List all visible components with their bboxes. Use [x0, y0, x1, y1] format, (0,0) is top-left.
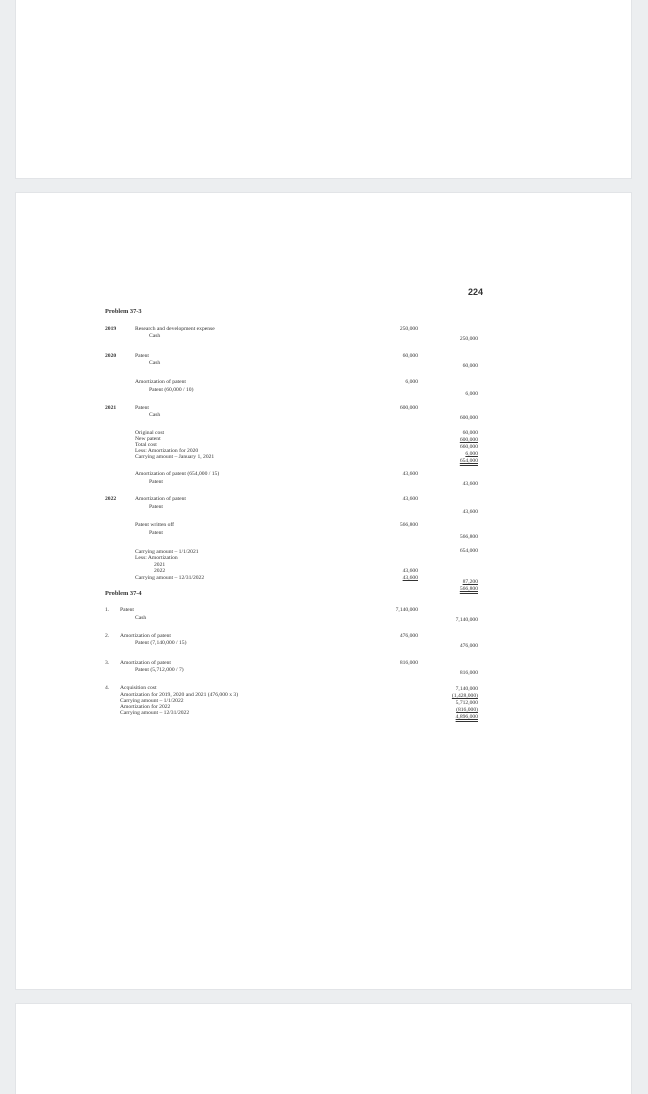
calc-label: 2022	[154, 568, 166, 574]
calc-amount: 43,600	[402, 568, 418, 574]
calc-amount: 654,000	[459, 548, 478, 554]
calc-label: 2021	[154, 562, 166, 568]
calc-label: Amortization for 2019, 2020 and 2021 (476,000 x 3)	[120, 692, 239, 698]
previous-page	[16, 0, 631, 178]
calc-amount: 60,000	[462, 430, 478, 436]
credit-amount: 43,600	[462, 481, 478, 487]
debit-amount: 816,000	[399, 660, 418, 666]
credit-account: Patent	[149, 530, 163, 536]
calc-label: Acquisition cost	[120, 685, 157, 691]
calc-label: Carrying amount – 12/31/2022	[120, 710, 190, 716]
credit-account: Patent (60,000 / 10)	[149, 387, 194, 393]
calc-label: Amortization for 2022	[120, 704, 171, 710]
item-number: 4.	[105, 685, 110, 691]
document-page	[16, 193, 631, 989]
credit-amount: 566,800	[459, 534, 478, 540]
calc-amount: 660,000	[459, 444, 478, 450]
calc-amount: 566,800	[459, 586, 478, 592]
debit-amount: 43,600	[402, 471, 418, 477]
calc-label: Less: Amortization	[135, 555, 178, 561]
debit-account: Amortization of patent (654,000 / 15)	[135, 471, 220, 477]
calc-label: Carrying amount – January 1, 2021	[135, 454, 215, 460]
credit-account: Cash	[149, 333, 161, 339]
calc-label: Less: Amortization for 2020	[135, 448, 199, 454]
calc-label: Original cost	[135, 430, 165, 436]
credit-account: Patent (7,140,000 / 15)	[135, 640, 187, 646]
debit-account: Patent	[135, 405, 149, 411]
debit-account: Patent written off	[135, 522, 175, 528]
calc-label: Total cost	[135, 442, 157, 448]
credit-amount: 60,000	[462, 363, 478, 369]
calc-label: Carrying amount – 12/31/2022	[135, 575, 205, 581]
credit-amount: 476,000	[459, 643, 478, 649]
credit-amount: 7,140,000	[455, 617, 478, 623]
credit-amount: 816,000	[459, 670, 478, 676]
item-number: 2.	[105, 633, 110, 639]
debit-account: Amortization of patent	[135, 496, 186, 502]
credit-account: Cash	[149, 360, 161, 366]
credit-amount: 43,600	[462, 509, 478, 515]
debit-amount: 250,000	[399, 326, 418, 332]
credit-account: Patent (5,712,000 / 7)	[135, 667, 184, 673]
debit-amount: 600,000	[399, 405, 418, 411]
calc-amount: (1,428,000)	[451, 693, 478, 699]
calc-label: Carrying amount – 1/1/2022	[120, 698, 184, 704]
credit-amount: 250,000	[459, 336, 478, 342]
debit-amount: 7,140,000	[395, 607, 418, 613]
debit-account: Amortization of patent	[120, 633, 171, 639]
calc-amount: 4,896,000	[455, 714, 478, 720]
credit-account: Cash	[135, 615, 147, 621]
debit-amount: 476,000	[399, 633, 418, 639]
calc-amount: 600,000	[459, 437, 478, 443]
item-number: 1.	[105, 607, 110, 613]
year-label: 2020	[105, 353, 117, 359]
credit-account: Patent	[149, 479, 163, 485]
page-number: 224	[468, 287, 484, 297]
calc-amount: 5,712,000	[455, 700, 478, 706]
calc-amount: 43,600	[402, 575, 418, 581]
debit-account: Research and development expense	[135, 326, 215, 332]
year-label: 2019	[105, 326, 117, 332]
debit-amount: 43,600	[402, 496, 418, 502]
credit-amount: 600,000	[459, 415, 478, 421]
problem-title: Problem 37-4	[105, 590, 142, 597]
credit-amount: 6,000	[465, 391, 478, 397]
problem-title: Problem 37-3	[105, 308, 142, 315]
calc-amount: 6,000	[465, 451, 478, 457]
debit-account: Patent	[120, 607, 134, 613]
debit-amount: 6,000	[405, 379, 418, 385]
year-label: 2021	[105, 405, 117, 411]
calc-label: New patent	[135, 436, 161, 442]
calc-amount: (816,000)	[456, 707, 478, 713]
debit-account: Amortization of patent	[135, 379, 186, 385]
item-number: 3.	[105, 660, 110, 666]
next-page	[16, 1004, 631, 1094]
calc-amount: 654,000	[459, 458, 478, 464]
calc-label: Carrying amount – 1/1/2021	[135, 549, 199, 555]
debit-amount: 566,800	[399, 522, 418, 528]
debit-account: Patent	[135, 353, 149, 359]
debit-amount: 60,000	[402, 353, 418, 359]
year-label: 2022	[105, 496, 117, 502]
credit-account: Patent	[149, 504, 163, 510]
credit-account: Cash	[149, 412, 161, 418]
calc-amount: 7,140,000	[455, 686, 478, 692]
calc-amount: 87,200	[462, 579, 478, 585]
debit-account: Amortization of patent	[120, 660, 171, 666]
